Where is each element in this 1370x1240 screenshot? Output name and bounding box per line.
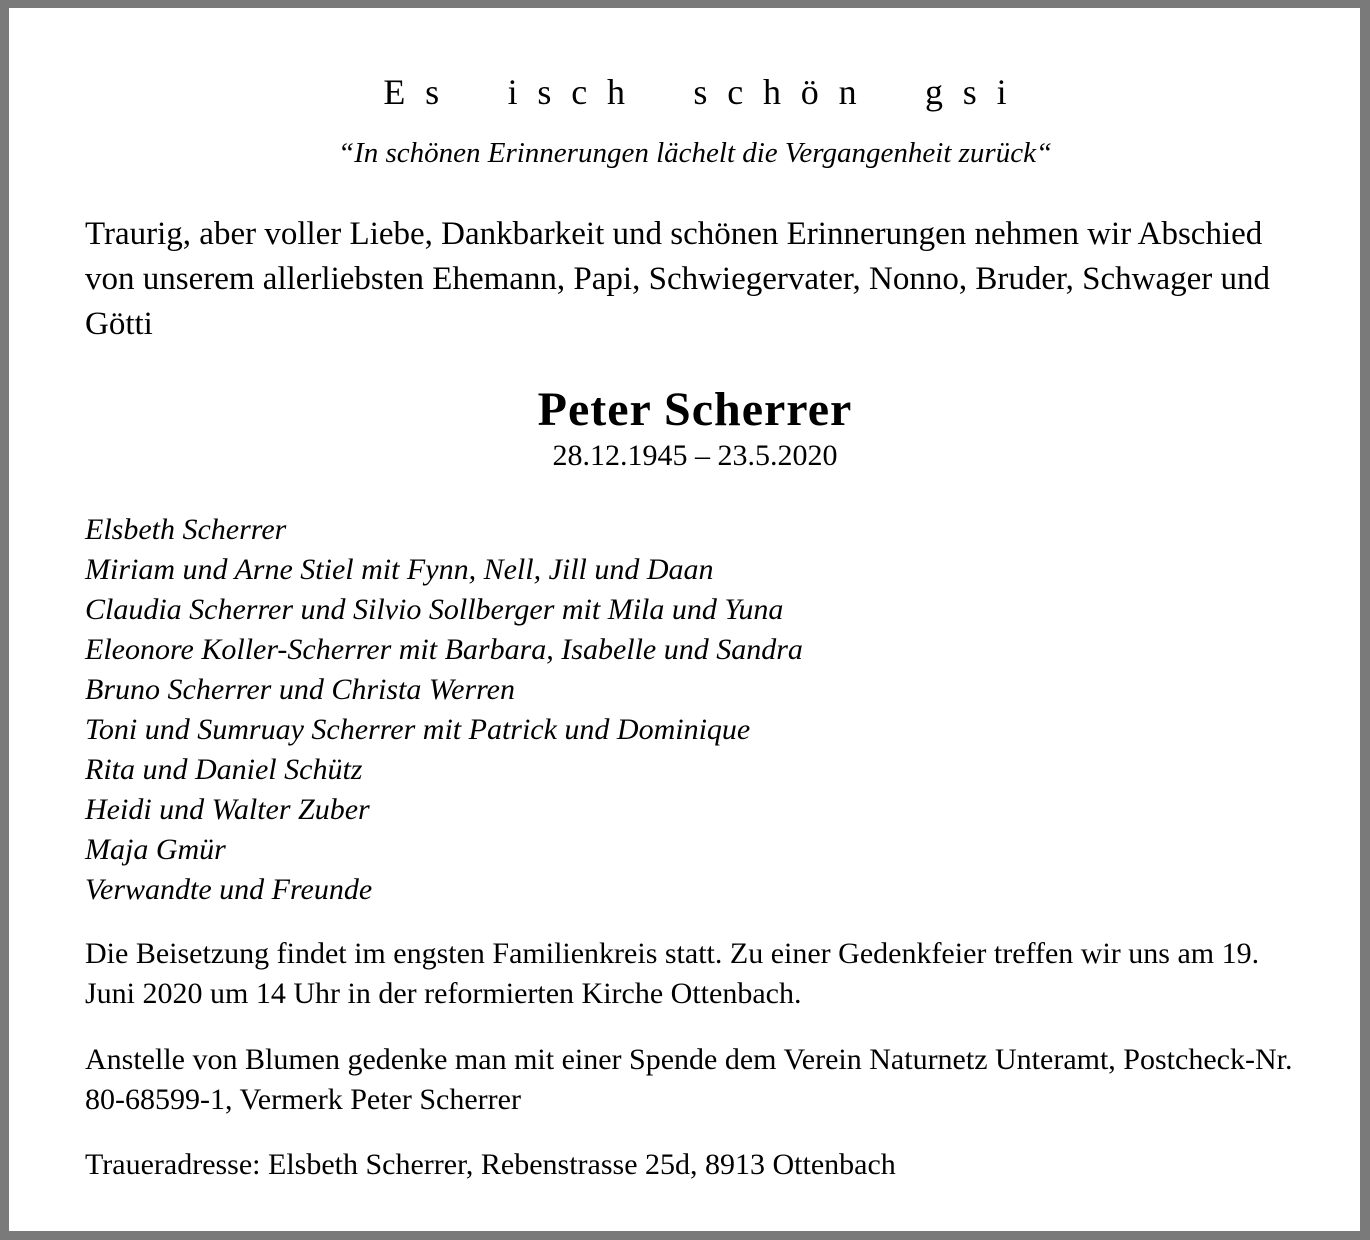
- mourner-item: Bruno Scherrer und Christa Werren: [85, 673, 515, 706]
- mourner-item: Miriam und Arne Stiel mit Fynn, Nell, Jill und Daan: [85, 553, 714, 586]
- life-dates: 28.12.1945 – 23.5.2020: [552, 439, 838, 472]
- obituary-notice: [9, 8, 1360, 1231]
- mourner-item: Verwandte und Freunde: [85, 873, 373, 906]
- mourner-item: Eleonore Koller-Scherrer mit Barbara, Isabelle und Sandra: [85, 633, 803, 666]
- mourners-list: [85, 510, 803, 910]
- mourner-item: Maja Gmür: [85, 833, 226, 866]
- donation-info: Anstelle von Blumen gedenke man mit einer Spende dem Verein Naturnetz Unteramt, Postcheck-Nr. 80-68599-1, Vermerk Peter Scherrer: [85, 1043, 1293, 1116]
- mourner-item: Rita und Daniel Schütz: [85, 753, 363, 786]
- mourning-address: Traueradresse: Elsbeth Scherrer, Rebenstrasse 25d, 8913 Ottenbach: [85, 1148, 896, 1181]
- funeral-info: Die Beisetzung findet im engsten Familienkreis statt. Zu einer Gedenkfeier treffen wir uns am 19. Juni 2020 um 14 Uhr in der reformierten Kirche Ottenbach.: [85, 937, 1260, 1010]
- mourner-item: Heidi und Walter Zuber: [85, 793, 370, 826]
- memorial-quote: “In schönen Erinnerungen lächelt die Vergangenheit zurück“: [337, 137, 1053, 169]
- motto-heading: Es isch schön gsi: [383, 72, 1027, 112]
- deceased-name: Peter Scherrer: [537, 383, 853, 436]
- intro-paragraph: Traurig, aber voller Liebe, Dankbarkeit und schönen Erinnerungen nehmen wir Abschied von unserem allerliebsten Ehemann, Papi, Schwiegervater, Nonno, Bruder, Schwager und Götti: [85, 216, 1271, 342]
- mourner-item: Toni und Sumruay Scherrer mit Patrick und Dominique: [85, 713, 751, 746]
- mourner-item: Claudia Scherrer und Silvio Sollberger mit Mila und Yuna: [85, 593, 784, 626]
- mourner-item: Elsbeth Scherrer: [85, 513, 287, 546]
